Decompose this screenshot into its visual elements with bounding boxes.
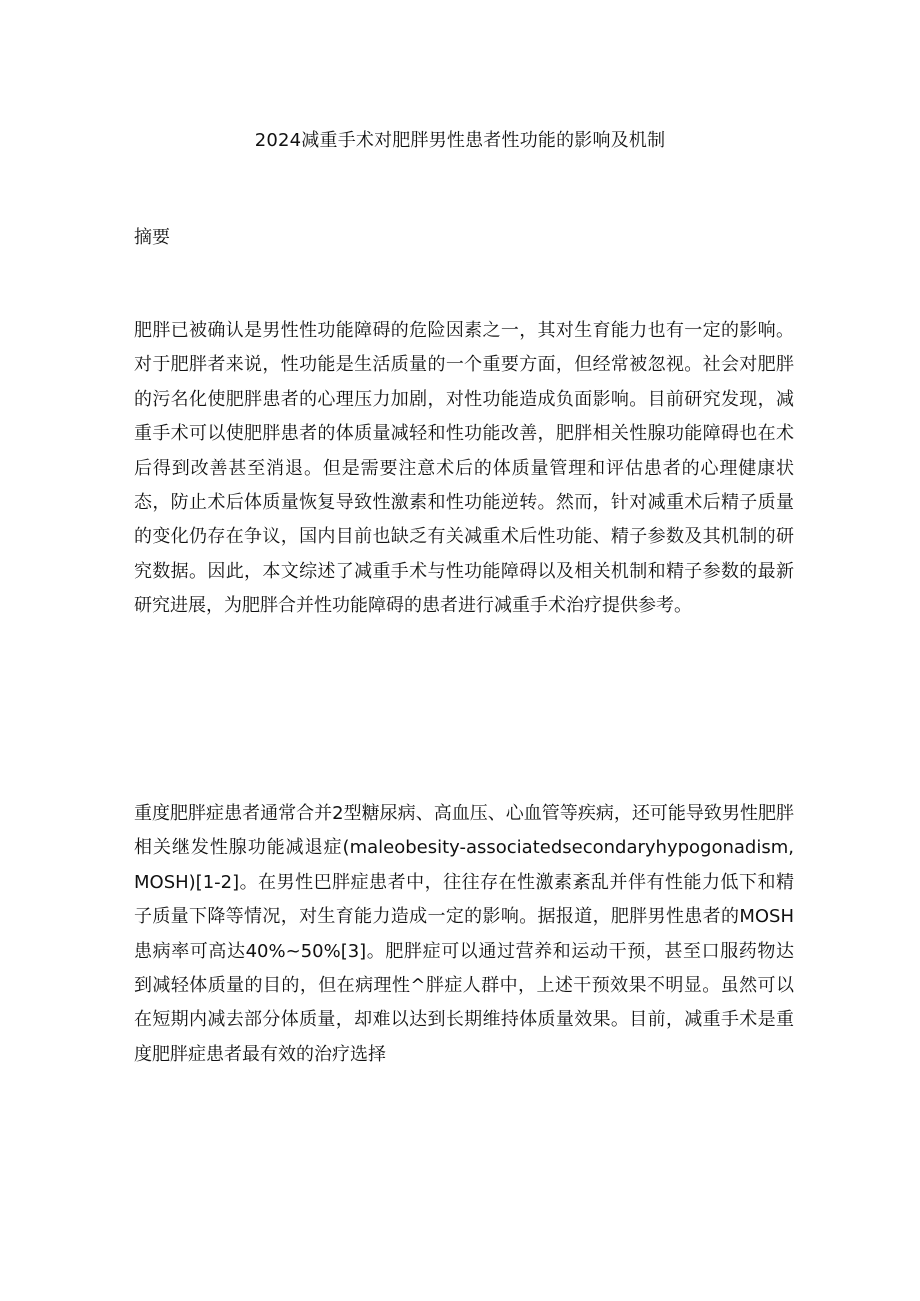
abstract-heading: 摘要 [134, 227, 170, 248]
document-title: 2024减重手术对肥胖男性患者性功能的影响及机制 [254, 130, 666, 151]
abstract-paragraph: 肥胖已被确认是男性性功能障碍的危险因素之一，其对生育能力也有一定的影响。对于肥胖者来说，性功能是生活质量的一个重要方面，但经常被忽视。社会对肥胖的污名化使肥胖患者的心理压力加剧，对性功能造成负面影响。目前研究发现，减重手术可以使肥胖患者的体质量减轻和性功能改善，肥胖相关性腺功能障碍也在术后得到改善甚至消退。但是需要注意术后的体质量管理和评估患者的心理健康状态，防止术后体质量恢复导致性激素和性功能逆转。然而，针对减重术后精子质量的变化仍存在争议，国内目前也缺乏有关减重术后性功能、精子参数及其机制的研究数据。因此，本文综述了减重手术与性功能障碍以及相关机制和精子参数的最新研究进展，为肥胖合并性功能障碍的患者进行减重手术治疗提供参考。 [134, 320, 794, 617]
body-paragraph: 重度肥胖症患者通常合并2型糖尿病、高血压、心血管等疾病，还可能导致男性肥胖相关继发性腺功能减退症(maleobesity-associatedsecondaryhypogonadism,MOSH)[1-2]。在男性巴胖症患者中，往往存在性激素紊乱并伴有性能力低下和精子质量下降等情况，对生育能力造成一定的影响。据报道，肥胖男性患者的MOSH患病率可高达40%~50%[3]。肥胖症可以通过营养和运动干预，甚至口服药物达到减轻体质量的目的，但在病理性^胖症人群中，上述干预效果不明显。虽然可以在短期内减去部分体质量，却难以达到长期维持体质量效果。目前，减重手术是重度肥胖症患者最有效的治疗选择 [134, 803, 794, 1065]
